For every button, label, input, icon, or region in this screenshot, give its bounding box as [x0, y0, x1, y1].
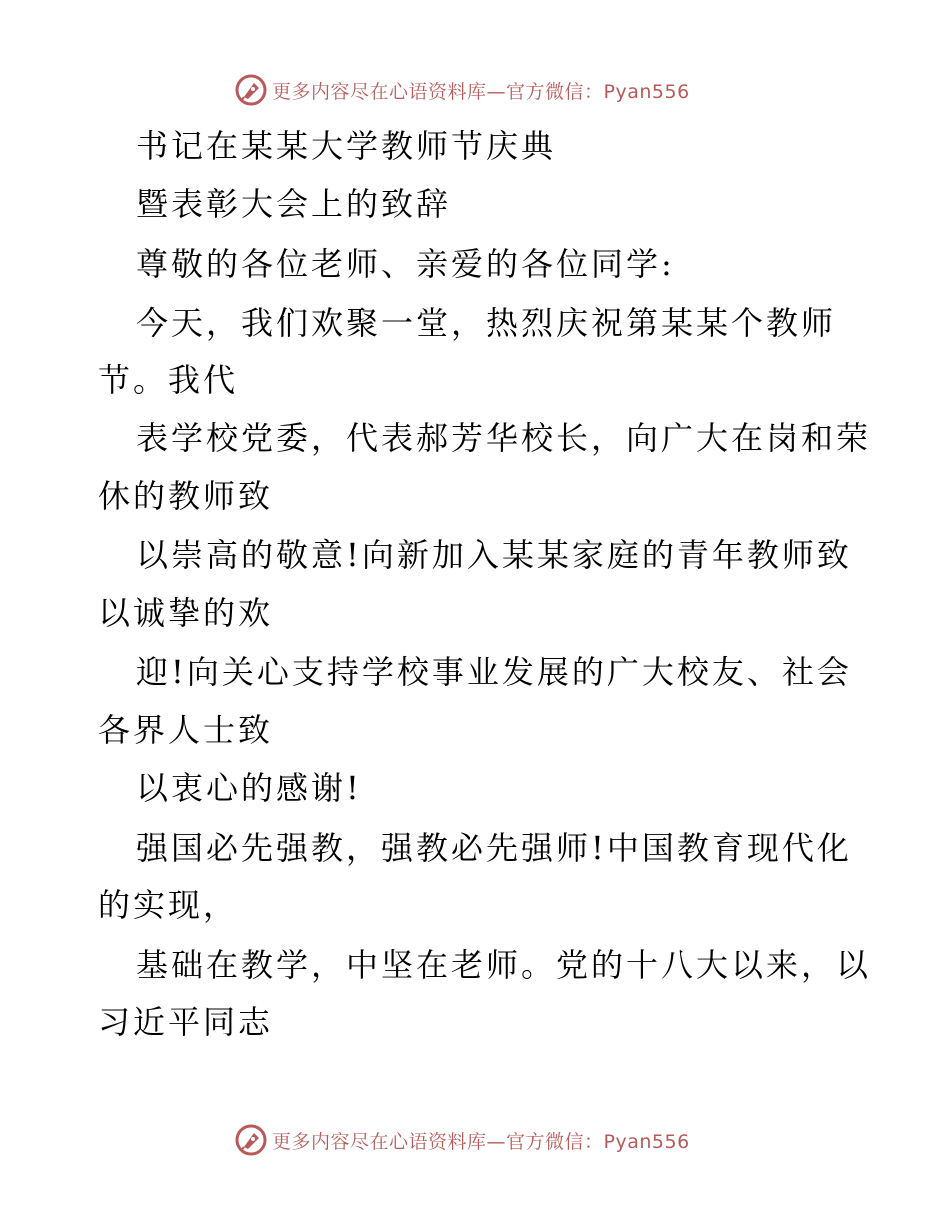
watermark-text: 更多内容尽在心语资料库—官方微信：Pyan556: [272, 1130, 690, 1153]
paragraph-line: 习近平同志: [98, 1003, 274, 1041]
paragraph-line: 强国必先强教，强教必先强师!中国教育现代化: [136, 829, 852, 867]
paragraph-line: 节。我代: [98, 361, 239, 399]
watermark-text: 更多内容尽在心语资料库—官方微信：Pyan556: [272, 80, 690, 103]
paragraph-line: 的实现，: [98, 886, 239, 924]
paragraph-line: 以衷心的感谢!: [136, 769, 362, 807]
document-title-line-1: 书记在某某大学教师节庆典: [136, 127, 557, 165]
paragraph-line: 各界人士致: [98, 711, 274, 749]
paragraph-line: 以崇高的敬意!向新加入某某家庭的青年教师致: [136, 536, 852, 574]
paragraph-line: 基础在教学，中坚在老师。党的十八大以来，以: [136, 946, 872, 984]
paragraph-line: 表学校党委，代表郝芳华校长，向广大在岗和荣: [136, 419, 872, 457]
paragraph-line: 休的教师致: [98, 477, 274, 515]
greeting: 尊敬的各位老师、亲爱的各位同学:: [136, 245, 675, 283]
pen-nib-logo-icon: [234, 73, 268, 107]
paragraph-line: 迎!向关心支持学校事业发展的广大校友、社会: [136, 653, 852, 691]
header-watermark: [234, 70, 690, 110]
footer-watermark: [234, 1120, 690, 1160]
document-title-line-2: 暨表彰大会上的致辞: [136, 185, 452, 223]
paragraph-line: 以诚挚的欢: [98, 594, 274, 632]
pen-nib-logo-icon: [234, 1123, 268, 1157]
paragraph-line: 今天，我们欢聚一堂，热烈庆祝第某某个教师: [136, 304, 837, 342]
